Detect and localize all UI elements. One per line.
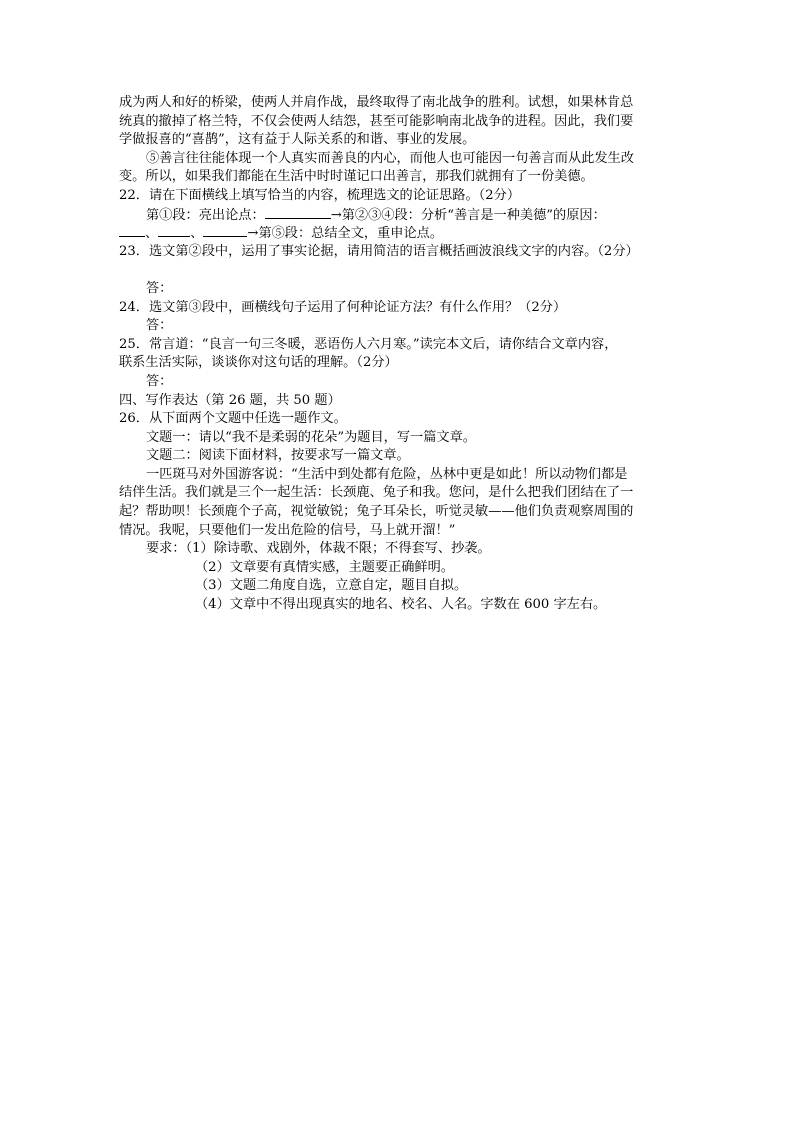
paragraph-5-line: 变。所以，如果我们都能在生活中时时谨记口出善言，那我们就拥有了一份美德。 — [119, 169, 594, 185]
question-24-stem: 24．选文第③段中，画横线句子运用了何种论证方法？有什么作用？（2分） — [119, 299, 567, 315]
material-line: 结伴生活。我们就是三个一起生活：长颈鹿、兔子和我。您问，是什么把我们团结在了一 — [119, 485, 634, 501]
passage-line: 成为两人和好的桥梁，使两人并肩作战，最终取得了南北战争的胜利。试想，如果林肯总 — [119, 95, 634, 110]
answer-blank[interactable] — [265, 206, 331, 219]
section-heading: 四、写作表达（第 26 题，共 50 题） — [119, 392, 341, 408]
question-22-line-b — [119, 224, 679, 243]
separator: 、 — [190, 226, 204, 242]
topic-1: 文题一：请以“我不是柔弱的花朵”为题目，写一篇文章。 — [146, 429, 476, 445]
separator: 、 — [145, 226, 159, 242]
arrow-icon: → — [247, 226, 259, 242]
question-25-stem: 25．常言道：“良言一句三冬暖，恶语伤人六月寒。”读完本文后，请你结合文章内容， — [119, 336, 618, 352]
requirement-2: （2）文章要有真情实感，主题要正确鲜明。 — [195, 559, 454, 575]
material-line: 起？帮助呗！长颈鹿个子高，视觉敏锐；兔子耳朵长，听觉灵敏——他们负责观察周围的 — [119, 504, 634, 520]
requirement-3: （3）文题二角度自选，立意自定，题目自拟。 — [195, 578, 468, 594]
answer-label: 答： — [146, 280, 173, 296]
requirement-1 — [119, 540, 679, 559]
question-22-stem: 22．请在下面横线上填写恰当的内容，梳理选文的论证思路。（2分） — [119, 187, 521, 203]
passage-line: 统真的撤掉了格兰特，不仅会使两人结怨，甚至可能影响南北战争的进程。因此，我们要 — [119, 113, 634, 129]
question-23-stem: 23．选文第②段中，运用了事实论据，请用简洁的语言概括画波浪线文字的内容。（2分） — [119, 243, 639, 259]
material-line: 一匹斑马对外国游客说：“生活中到处都有危险，丛林中更是如此！所以动物们都是 — [146, 466, 628, 482]
answer-space[interactable] — [119, 261, 679, 280]
exam-page — [119, 94, 679, 615]
material-line: 情况。我呢，只要他们一发出危险的信号，马上就开溜！” — [119, 522, 456, 538]
q22-prefix: 第①段：亮出论点： — [146, 207, 265, 223]
topic-2: 文题二：阅读下面材料，按要求写一篇文章。 — [146, 448, 410, 464]
passage-line: 学做报喜的“喜鹊”，这有益于人际关系的和谐、事业的发展。 — [119, 132, 476, 148]
answer-label: 答： — [146, 318, 173, 334]
answer-label: 答： — [146, 373, 173, 389]
arrow-icon: → — [330, 207, 342, 223]
question-25-stem: 联系生活实际，谈谈你对这句话的理解。（2分） — [119, 355, 398, 371]
q22-suffix: 第⑤段：总结全文，重申论点。 — [258, 226, 444, 242]
paragraph-5-line: ⑤善言往往能体现一个人真实而善良的内心，而他人也可能因一句善言而从此发生改 — [146, 150, 634, 166]
answer-blank[interactable] — [158, 224, 190, 237]
question-22-line-a — [119, 206, 679, 225]
q22-mid: 第②③④段：分析“善言是一种美德”的原因： — [341, 207, 606, 223]
requirements-label: 要求： — [146, 541, 186, 557]
question-26-stem: 26．从下面两个文题中任选一题作文。 — [119, 411, 347, 427]
requirement-text: （1）除诗歌、戏剧外，体裁不限；不得套写、抄袭。 — [185, 541, 491, 557]
requirement-4: （4）文章中不得出现真实的地名、校名、人名。字数在 600 字左右。 — [195, 597, 607, 613]
answer-blank[interactable] — [119, 224, 145, 237]
answer-blank[interactable] — [203, 224, 247, 237]
